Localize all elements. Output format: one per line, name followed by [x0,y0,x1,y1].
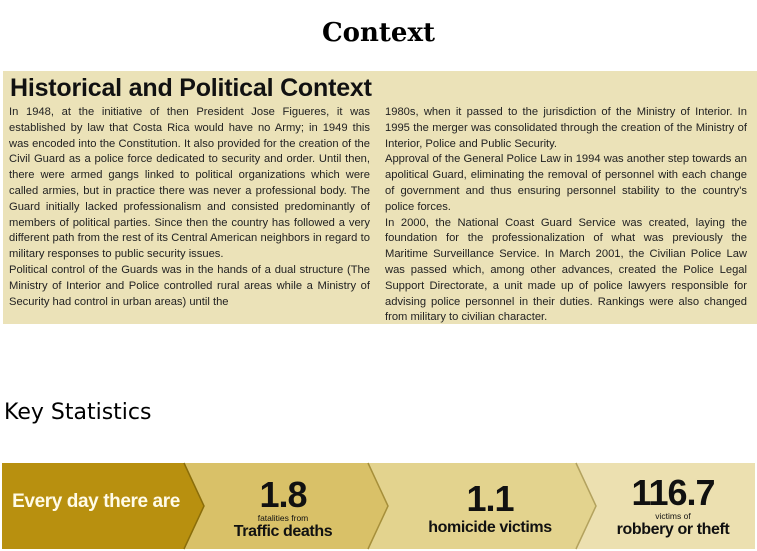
stat-value: 1.1 [466,478,514,519]
stat-qualifier: fatalities from [257,513,309,523]
stat-qualifier: victims of [655,511,691,521]
context-paragraph: In 2000, the National Coast Guard Service was created, laying the foundation for the professionalization of what was previously the Maritime Surveillance Service. In March 2001, the Civilian Police Law was passed which, among other advances, created the Police Legal Support Directorate, a unit made up of police lawyers responsible for advising police personnel in their duties. Rankings were also changed from military to civilian character. [385,216,747,324]
stat-label: Traffic deaths [233,523,333,540]
stat-homicide [420,478,560,537]
context-left-column [9,105,370,310]
statistics-banner [0,461,757,551]
stat-label: homicide victims [428,519,552,536]
context-paragraph: Political control of the Guards was in the hands of a dual structure (The Ministry of Interior and Police controlled rural areas while a Ministry of Security had control in urban areas) until the [9,263,370,308]
context-heading: Historical and Political Context [10,74,372,102]
stat-robbery [598,472,748,539]
context-panel [3,71,757,324]
context-paragraph: Approval of the General Police Law in 1994 was another step towards an apolitical Guard, eliminating the removal of personnel with each change of government and thus ensuring personnel stability to the country's police forces. [385,153,747,213]
context-paragraph: 1980s, when it passed to the jurisdiction of the Ministry of Interior. In 1995 the merger was consolidated through the creation of the Ministry of Interior, Police and Public Security. [385,106,747,150]
page-title: Context [321,18,435,48]
context-right-column [385,105,747,326]
key-statistics-heading: Key Statistics [4,400,152,425]
stat-value: 116.7 [631,472,715,513]
banner-lead-text: Every day there are [12,491,180,512]
context-paragraph: In 1948, at the initiative of then President Jose Figueres, it was established by law that Costa Rica would have no Army; in 1949 this was encoded into the Constitution. It also provided for the creation of the Civil Guard as a police force dedicated to security and order. Until then, there were armed gangs linked to political organizations which were called armies, but in practice there was never a professional body. The Guard initially lacked professionalism and consisted predominantly of members of political parties. Since then the country has followed a very different path from the rest of its Central American neighbors in regard to military responses to public security issues. [9,106,370,261]
stat-traffic [222,474,344,541]
stat-label: robbery or theft [616,521,730,538]
stat-value: 1.8 [259,474,307,515]
